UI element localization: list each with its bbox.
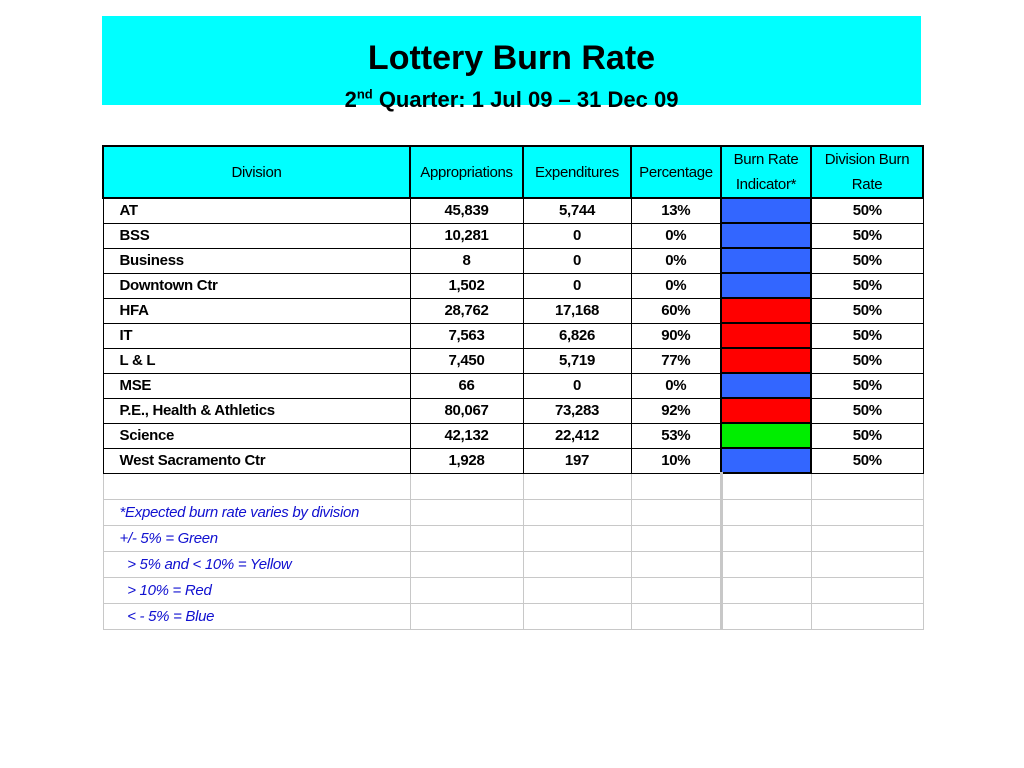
subtitle-date-range: Quarter: 1 Jul 09 – 31 Dec 09 <box>372 87 679 112</box>
header-percentage: Percentage <box>631 146 721 198</box>
expenditures-cell: 0 <box>523 248 631 273</box>
percentage-cell: 0% <box>631 273 721 298</box>
percentage-cell: 0% <box>631 373 721 398</box>
appropriations-cell: 28,762 <box>410 298 523 323</box>
burn-rate-indicator-cell <box>721 273 811 298</box>
percentage-cell: 90% <box>631 323 721 348</box>
table-row <box>103 348 923 373</box>
division-burn-rate-cell: 50% <box>811 423 923 448</box>
division-cell: Downtown Ctr <box>103 273 410 298</box>
empty-cell <box>523 499 631 525</box>
empty-cell <box>631 473 721 499</box>
expenditures-cell: 0 <box>523 273 631 298</box>
division-cell: Business <box>103 248 410 273</box>
header-division-burn-rate-line1: Division Burn <box>824 151 910 168</box>
division-burn-rate-cell: 50% <box>811 198 923 223</box>
appropriations-cell: 10,281 <box>410 223 523 248</box>
percentage-cell: 77% <box>631 348 721 373</box>
empty-cell <box>811 525 923 551</box>
division-burn-rate-cell: 50% <box>811 248 923 273</box>
title-banner <box>102 16 921 112</box>
burn-rate-indicator-cell <box>721 448 811 473</box>
appropriations-cell: 42,132 <box>410 423 523 448</box>
header-burn-rate-indicator-line1: Burn Rate <box>733 151 799 168</box>
percentage-cell: 0% <box>631 248 721 273</box>
percentage-cell: 13% <box>631 198 721 223</box>
percentage-cell: 60% <box>631 298 721 323</box>
expenditures-cell: 0 <box>523 373 631 398</box>
legend-row <box>103 473 923 499</box>
header-appropriations: Appropriations <box>410 146 523 198</box>
division-cell: West Sacramento Ctr <box>103 448 410 473</box>
empty-cell <box>811 499 923 525</box>
burn-rate-indicator-cell <box>721 323 811 348</box>
division-burn-rate-cell: 50% <box>811 373 923 398</box>
header-division: Division <box>103 146 410 198</box>
division-cell: MSE <box>103 373 410 398</box>
table-row <box>103 448 923 473</box>
table-row <box>103 423 923 448</box>
division-cell: P.E., Health & Athletics <box>103 398 410 423</box>
empty-cell <box>721 577 811 603</box>
percentage-cell: 10% <box>631 448 721 473</box>
empty-cell <box>631 525 721 551</box>
percentage-cell: 92% <box>631 398 721 423</box>
percentage-cell: 53% <box>631 423 721 448</box>
legend-note: > 10% = Red <box>103 577 410 603</box>
empty-cell <box>410 551 523 577</box>
division-burn-rate-cell: 50% <box>811 273 923 298</box>
table-row <box>103 273 923 298</box>
header-division-burn-rate-line2: Rate <box>851 176 883 193</box>
burn-rate-indicator-cell <box>721 423 811 448</box>
division-burn-rate-cell: 50% <box>811 323 923 348</box>
division-burn-rate-cell: 50% <box>811 348 923 373</box>
burn-rate-indicator-cell <box>721 248 811 273</box>
appropriations-cell: 1,928 <box>410 448 523 473</box>
empty-cell <box>631 499 721 525</box>
empty-cell <box>721 499 811 525</box>
table-row <box>103 223 923 248</box>
division-cell: Science <box>103 423 410 448</box>
legend-row <box>103 551 923 577</box>
empty-cell <box>410 473 523 499</box>
empty-cell <box>721 603 811 629</box>
burn-rate-indicator-cell <box>721 348 811 373</box>
header-burn-rate-indicator-line2: Indicator* <box>735 176 797 193</box>
appropriations-cell: 80,067 <box>410 398 523 423</box>
table-row <box>103 248 923 273</box>
empty-cell <box>523 577 631 603</box>
legend-row <box>103 577 923 603</box>
division-cell: BSS <box>103 223 410 248</box>
appropriations-cell: 1,502 <box>410 273 523 298</box>
subtitle-ordinal: 2 <box>344 87 357 112</box>
legend-row <box>103 525 923 551</box>
legend-note: +/- 5% = Green <box>103 525 410 551</box>
table-row <box>103 198 923 223</box>
burn-rate-indicator-cell <box>721 298 811 323</box>
empty-cell <box>721 525 811 551</box>
empty-cell <box>410 525 523 551</box>
appropriations-cell: 7,450 <box>410 348 523 373</box>
table-row <box>103 298 923 323</box>
empty-cell <box>410 499 523 525</box>
table-row <box>103 373 923 398</box>
table-header-row <box>103 146 923 198</box>
burn-rate-indicator-cell <box>721 223 811 248</box>
expenditures-cell: 6,826 <box>523 323 631 348</box>
page-title: Lottery Burn Rate <box>367 39 656 77</box>
header-division-burn-rate <box>811 146 923 198</box>
appropriations-cell: 45,839 <box>410 198 523 223</box>
empty-cell <box>721 551 811 577</box>
legend-note: *Expected burn rate varies by division <box>103 499 410 525</box>
empty-cell <box>631 551 721 577</box>
subtitle-superscript: nd <box>356 86 373 102</box>
burn-rate-indicator-cell <box>721 198 811 223</box>
expenditures-cell: 22,412 <box>523 423 631 448</box>
percentage-cell: 0% <box>631 223 721 248</box>
header-expenditures: Expenditures <box>523 146 631 198</box>
expenditures-cell: 5,719 <box>523 348 631 373</box>
legend-note <box>103 473 410 499</box>
legend-note: < - 5% = Blue <box>103 603 410 629</box>
empty-cell <box>631 577 721 603</box>
empty-cell <box>811 577 923 603</box>
burn-rate-table <box>102 145 924 630</box>
appropriations-cell: 8 <box>410 248 523 273</box>
empty-cell <box>523 603 631 629</box>
empty-cell <box>631 603 721 629</box>
expenditures-cell: 197 <box>523 448 631 473</box>
header-burn-rate-indicator <box>721 146 811 198</box>
expenditures-cell: 17,168 <box>523 298 631 323</box>
empty-cell <box>410 603 523 629</box>
empty-cell <box>523 551 631 577</box>
division-cell: AT <box>103 198 410 223</box>
division-cell: L & L <box>103 348 410 373</box>
burn-rate-indicator-cell <box>721 373 811 398</box>
empty-cell <box>811 551 923 577</box>
page-subtitle <box>102 86 921 112</box>
legend-row <box>103 499 923 525</box>
appropriations-cell: 7,563 <box>410 323 523 348</box>
division-burn-rate-cell: 50% <box>811 398 923 423</box>
legend-note: > 5% and < 10% = Yellow <box>103 551 410 577</box>
division-burn-rate-cell: 50% <box>811 223 923 248</box>
burn-rate-indicator-cell <box>721 398 811 423</box>
table-row <box>103 398 923 423</box>
empty-cell <box>811 603 923 629</box>
empty-cell <box>523 525 631 551</box>
expenditures-cell: 5,744 <box>523 198 631 223</box>
table-row <box>103 323 923 348</box>
empty-cell <box>523 473 631 499</box>
division-burn-rate-cell: 50% <box>811 298 923 323</box>
empty-cell <box>721 473 811 499</box>
division-cell: IT <box>103 323 410 348</box>
division-burn-rate-cell: 50% <box>811 448 923 473</box>
legend-row <box>103 603 923 629</box>
appropriations-cell: 66 <box>410 373 523 398</box>
empty-cell <box>811 473 923 499</box>
empty-cell <box>410 577 523 603</box>
division-cell: HFA <box>103 298 410 323</box>
expenditures-cell: 0 <box>523 223 631 248</box>
expenditures-cell: 73,283 <box>523 398 631 423</box>
